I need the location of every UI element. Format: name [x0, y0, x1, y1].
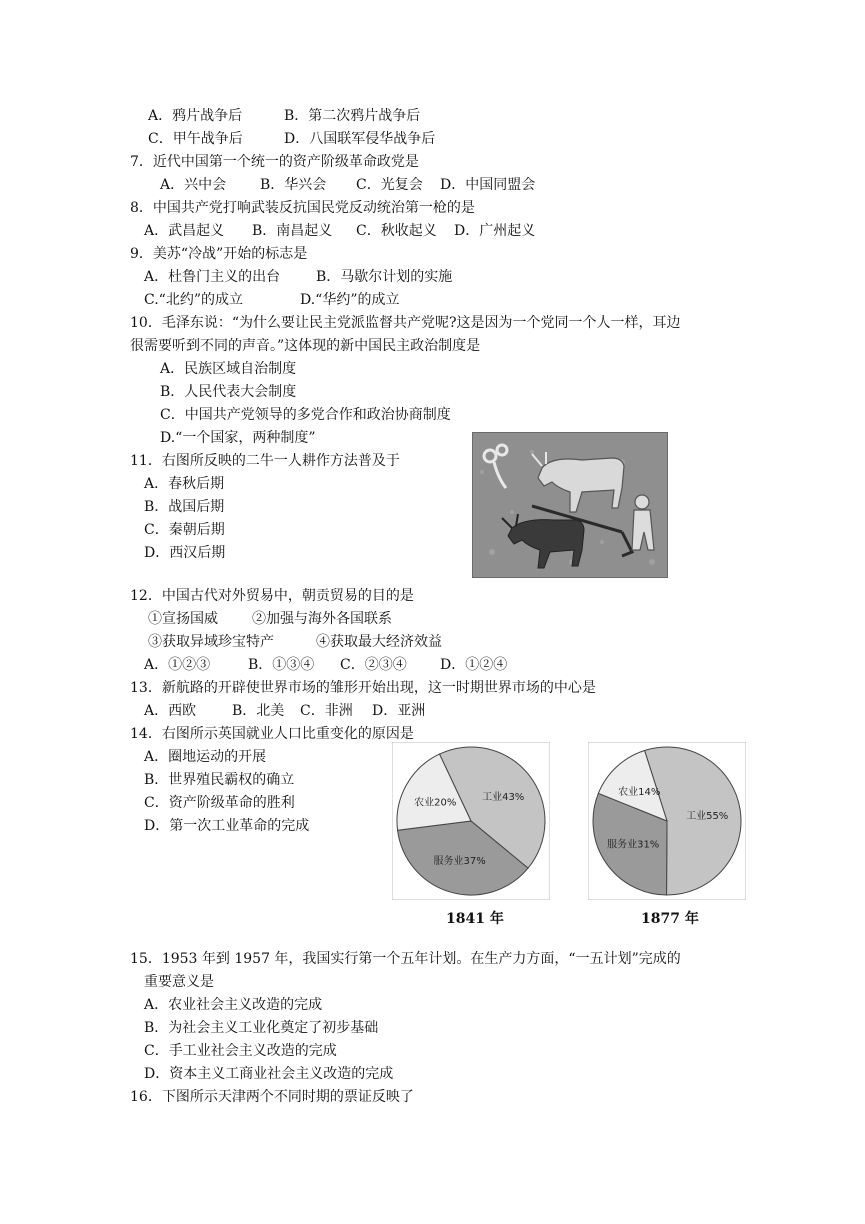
q13-stem: 13．新航路的开辟使世界市场的雏形开始出现，这一时期世界市场的中心是 — [130, 680, 596, 696]
q11-option-b: B．战国后期 — [144, 499, 225, 515]
q10-option-c: C．中国共产党领导的多党合作和政治协商制度 — [160, 407, 451, 423]
q14-stem: 14．右图所示英国就业人口比重变化的原因是 — [130, 726, 414, 742]
q14-option-b: B．世界殖民霸权的确立 — [144, 772, 295, 788]
q15-stem-line2: 重要意义是 — [144, 974, 214, 990]
pie-1841-caption: 1841 年 — [446, 911, 504, 927]
q15-option-b: B．为社会主义工业化奠定了初步基础 — [144, 1020, 379, 1036]
q6-option-d: D．八国联军侵华战争后 — [284, 131, 436, 147]
q7-stem: 7．近代中国第一个统一的资产阶级革命政党是 — [130, 154, 419, 170]
q14-option-c: C．资产阶级革命的胜利 — [144, 795, 295, 811]
q10-stem-line2: 很需要听到不同的声音。”这体现的新中国民主政治制度是 — [130, 338, 481, 354]
q13-option-a: A．西欧 — [144, 703, 197, 719]
q8-stem: 8．中国共产党打响武装反抗国民党反动统治第一枪的是 — [130, 200, 475, 216]
pie-1877-caption: 1877 年 — [641, 911, 699, 927]
q12-option-c: C．②③④ — [340, 657, 407, 673]
q10-stem-line1: 10．毛泽东说：“为什么要让民主党派监督共产党呢?这是因为一个党同一个人一样，耳边 — [130, 315, 681, 331]
q15-option-c: C．手工业社会主义改造的完成 — [144, 1043, 337, 1059]
q7-option-d: D．中国同盟会 — [440, 177, 536, 193]
q15-option-a: A．农业社会主义改造的完成 — [144, 997, 323, 1013]
q8-option-b: B．南昌起义 — [252, 223, 333, 239]
q12-option-a: A．①②③ — [144, 657, 211, 673]
q12-item-4: ④获取最大经济效益 — [316, 634, 442, 650]
q16-stem: 16．下图所示天津两个不同时期的票证反映了 — [130, 1089, 414, 1105]
q10-option-d: D.“一个国家，两种制度” — [160, 430, 316, 446]
pie-label-service: 服务业31% — [607, 839, 660, 851]
pie-chart-1841 — [392, 742, 550, 900]
q9-stem: 9．美苏“冷战”开始的标志是 — [130, 246, 308, 262]
q13-option-b: B．北美 — [232, 703, 285, 719]
pie-label-service: 服务业37% — [433, 856, 486, 868]
q12-item-2: ②加强与海外各国联系 — [252, 611, 392, 627]
q10-option-a: A．民族区域自治制度 — [160, 361, 297, 377]
q9-option-d: D.“华约”的成立 — [300, 292, 400, 308]
q11-option-d: D．西汉后期 — [144, 545, 226, 561]
q14-option-a: A．圈地运动的开展 — [144, 749, 267, 765]
pie-chart-1877 — [588, 742, 746, 900]
q13-option-d: D．亚洲 — [372, 703, 426, 719]
q12-option-d: D．①②④ — [440, 657, 508, 673]
q12-item-1: ①宣扬国威 — [148, 611, 218, 627]
q14-option-d: D．第一次工业革命的完成 — [144, 818, 310, 834]
q6-option-c: C．甲午战争后 — [148, 131, 243, 147]
q7-option-b: B．华兴会 — [260, 177, 327, 193]
q12-item-3: ③获取异域珍宝特产 — [148, 634, 274, 650]
q13-option-c: C．非洲 — [300, 703, 353, 719]
ox-plough-relief-image — [472, 432, 668, 578]
q6-option-b: B．第二次鸦片战争后 — [284, 108, 421, 124]
q9-option-c: C.“北约”的成立 — [144, 292, 243, 308]
q15-option-d: D．资本主义工商业社会主义改造的完成 — [144, 1066, 394, 1082]
q8-option-c: C．秋收起义 — [356, 223, 437, 239]
q6-option-a: A．鸦片战争后 — [148, 108, 243, 124]
q9-option-a: A．杜鲁门主义的出台 — [144, 269, 281, 285]
q10-option-b: B．人民代表大会制度 — [160, 384, 297, 400]
q9-option-b: B．马歇尔计划的实施 — [316, 269, 453, 285]
q12-stem: 12．中国古代对外贸易中，朝贡贸易的目的是 — [130, 588, 414, 604]
q7-option-c: C．光复会 — [356, 177, 423, 193]
pie-label-agriculture: 农业14% — [618, 787, 661, 799]
q15-stem-line1: 15．1953 年到 1957 年，我国实行第一个五年计划。在生产力方面，“一五计划”完成的 — [130, 951, 681, 967]
pie-label-industry: 工业43% — [482, 792, 525, 804]
q8-option-a: A．武昌起义 — [144, 223, 225, 239]
q12-option-b: B．①③④ — [248, 657, 315, 673]
q11-option-c: C．秦朝后期 — [144, 522, 225, 538]
pie-label-agriculture: 农业20% — [414, 797, 457, 809]
q11-option-a: A．春秋后期 — [144, 476, 225, 492]
q7-option-a: A．兴中会 — [160, 177, 227, 193]
q11-stem: 11．右图所反映的二牛一人耕作方法普及于 — [130, 453, 400, 469]
q8-option-d: D．广州起义 — [454, 223, 536, 239]
pie-label-industry: 工业55% — [686, 810, 729, 822]
